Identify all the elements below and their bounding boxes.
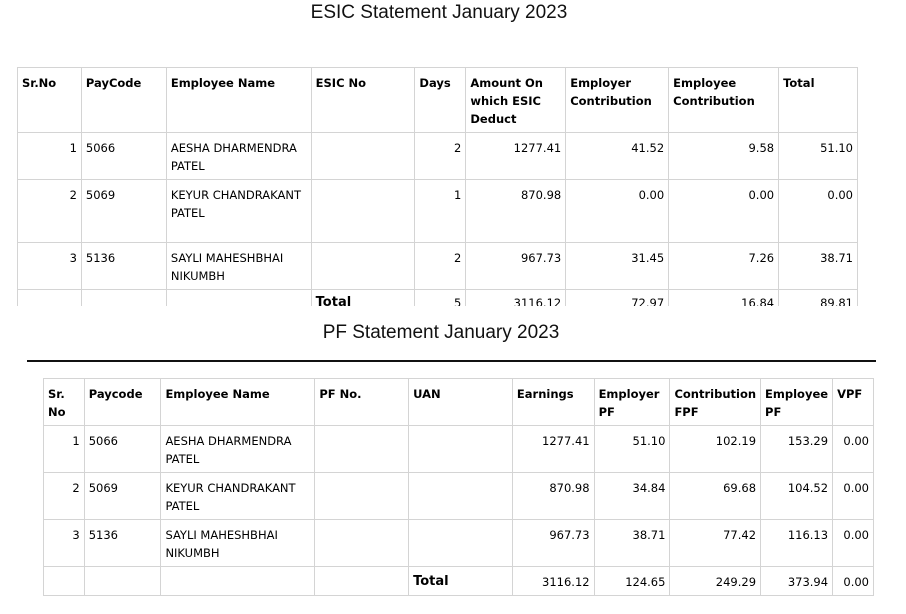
pf-cell-employer-pf: 51.10 — [594, 426, 670, 473]
pf-total-blank — [44, 567, 85, 596]
esic-statement-title: ESIC Statement January 2023 — [310, 2, 568, 23]
esic-cell-employee: 0.00 — [669, 180, 779, 243]
pf-cell-employer-pf: 34.84 — [594, 473, 670, 520]
esic-cell-amount: 870.98 — [466, 180, 566, 243]
pf-cell-sr: 1 — [44, 426, 85, 473]
esic-cell-esic-no — [311, 180, 415, 243]
pf-header-row — [44, 379, 874, 426]
pf-cell-earnings: 967.73 — [512, 520, 594, 567]
esic-section — [0, 0, 906, 306]
esic-cell-days: 2 — [415, 133, 466, 180]
esic-cell-sr: 2 — [18, 180, 82, 243]
esic-cell-employee: 7.26 — [669, 243, 779, 290]
esic-cell-esic-no — [311, 133, 415, 180]
pf-total-blank — [315, 567, 409, 596]
esic-table-row — [18, 243, 858, 290]
esic-header-employee-name: Employee Name — [166, 68, 311, 133]
section-divider — [27, 360, 876, 362]
pf-cell-pf-no — [315, 520, 409, 567]
pf-cell-sr: 2 — [44, 473, 85, 520]
pf-total-blank — [161, 567, 315, 596]
esic-table-row — [18, 180, 858, 243]
pf-cell-uan — [409, 520, 513, 567]
esic-total-blank — [166, 290, 311, 307]
esic-total-blank — [18, 290, 82, 307]
pf-cell-pf-no — [315, 473, 409, 520]
esic-cell-paycode: 5069 — [81, 180, 166, 243]
esic-header-days: Days — [415, 68, 466, 133]
esic-cell-paycode: 5066 — [81, 133, 166, 180]
esic-cell-days: 2 — [415, 243, 466, 290]
esic-cell-name: AESHA DHARMENDRA PATEL — [166, 133, 311, 180]
pf-cell-fpf: 102.19 — [670, 426, 761, 473]
esic-header-esic-no: ESIC No — [311, 68, 415, 133]
pf-statement-title: PF Statement January 2023 — [322, 322, 560, 343]
pf-cell-vpf: 0.00 — [833, 473, 874, 520]
pf-cell-sr: 3 — [44, 520, 85, 567]
esic-table — [17, 67, 858, 306]
esic-total-row — [18, 290, 858, 307]
pf-header-employee-pf: Employee PF — [761, 379, 833, 426]
esic-cell-employer: 41.52 — [566, 133, 669, 180]
pf-header-earnings: Earnings — [512, 379, 594, 426]
pf-cell-earnings: 870.98 — [512, 473, 594, 520]
esic-total-employer: 72.97 — [566, 290, 669, 307]
esic-header-amount: Amount On which ESIC Deduct — [466, 68, 566, 133]
pf-cell-paycode: 5066 — [84, 426, 161, 473]
esic-cell-sr: 3 — [18, 243, 82, 290]
esic-cell-name: SAYLI MAHESHBHAI NIKUMBH — [166, 243, 311, 290]
esic-cell-total: 0.00 — [779, 180, 858, 243]
esic-total-employee: 16.84 — [669, 290, 779, 307]
esic-cell-amount: 1277.41 — [466, 133, 566, 180]
pf-table-row — [44, 426, 874, 473]
pf-cell-employee-pf: 153.29 — [761, 426, 833, 473]
pf-cell-paycode: 5136 — [84, 520, 161, 567]
pf-cell-pf-no — [315, 426, 409, 473]
pf-total-employer-pf: 124.65 — [594, 567, 670, 596]
esic-cell-name: KEYUR CHANDRAKANT PATEL — [166, 180, 311, 243]
esic-total-total: 89.81 — [779, 290, 858, 307]
esic-cell-paycode: 5136 — [81, 243, 166, 290]
pf-cell-vpf: 0.00 — [833, 426, 874, 473]
pf-total-earnings: 3116.12 — [512, 567, 594, 596]
pf-header-pf-no: PF No. — [315, 379, 409, 426]
pf-header-sr-no: Sr. No — [44, 379, 85, 426]
esic-cell-esic-no — [311, 243, 415, 290]
pf-total-fpf: 249.29 — [670, 567, 761, 596]
esic-table-row — [18, 133, 858, 180]
pf-total-label: Total — [409, 567, 513, 596]
pf-total-vpf: 0.00 — [833, 567, 874, 596]
pf-table-row — [44, 520, 874, 567]
esic-total-label: Total — [311, 290, 415, 307]
esic-header-paycode: PayCode — [81, 68, 166, 133]
esic-header-employer-contribution: Employer Contribution — [566, 68, 669, 133]
esic-cell-amount: 967.73 — [466, 243, 566, 290]
pf-table-row — [44, 473, 874, 520]
pf-cell-uan — [409, 473, 513, 520]
pf-cell-earnings: 1277.41 — [512, 426, 594, 473]
esic-cell-employer: 31.45 — [566, 243, 669, 290]
esic-cell-employee: 9.58 — [669, 133, 779, 180]
pf-cell-uan — [409, 426, 513, 473]
pf-header-vpf: VPF — [833, 379, 874, 426]
esic-cell-total: 51.10 — [779, 133, 858, 180]
pf-header-employee-name: Employee Name — [161, 379, 315, 426]
pf-cell-name: KEYUR CHANDRAKANT PATEL — [161, 473, 315, 520]
pf-cell-name: AESHA DHARMENDRA PATEL — [161, 426, 315, 473]
pf-cell-name: SAYLI MAHESHBHAI NIKUMBH — [161, 520, 315, 567]
pf-cell-vpf: 0.00 — [833, 520, 874, 567]
esic-cell-days: 1 — [415, 180, 466, 243]
pf-total-employee-pf: 373.94 — [761, 567, 833, 596]
esic-header-employee-contribution: Employee Contribution — [669, 68, 779, 133]
pf-cell-employee-pf: 104.52 — [761, 473, 833, 520]
esic-total-blank — [81, 290, 166, 307]
esic-cell-total: 38.71 — [779, 243, 858, 290]
pf-cell-employee-pf: 116.13 — [761, 520, 833, 567]
pf-header-uan: UAN — [409, 379, 513, 426]
esic-header-row — [18, 68, 858, 133]
pf-cell-employer-pf: 38.71 — [594, 520, 670, 567]
pf-table — [43, 378, 874, 596]
esic-total-amount: 3116.12 — [466, 290, 566, 307]
esic-header-total: Total — [779, 68, 858, 133]
pf-cell-paycode: 5069 — [84, 473, 161, 520]
pf-total-row — [44, 567, 874, 596]
esic-total-days: 5 — [415, 290, 466, 307]
pf-total-blank — [84, 567, 161, 596]
pf-header-contribution-fpf: Contribution FPF — [670, 379, 761, 426]
esic-cell-sr: 1 — [18, 133, 82, 180]
pf-cell-fpf: 69.68 — [670, 473, 761, 520]
esic-header-sr-no: Sr.No — [18, 68, 82, 133]
pf-cell-fpf: 77.42 — [670, 520, 761, 567]
pf-header-paycode: Paycode — [84, 379, 161, 426]
pf-header-employer-pf: Employer PF — [594, 379, 670, 426]
esic-cell-employer: 0.00 — [566, 180, 669, 243]
